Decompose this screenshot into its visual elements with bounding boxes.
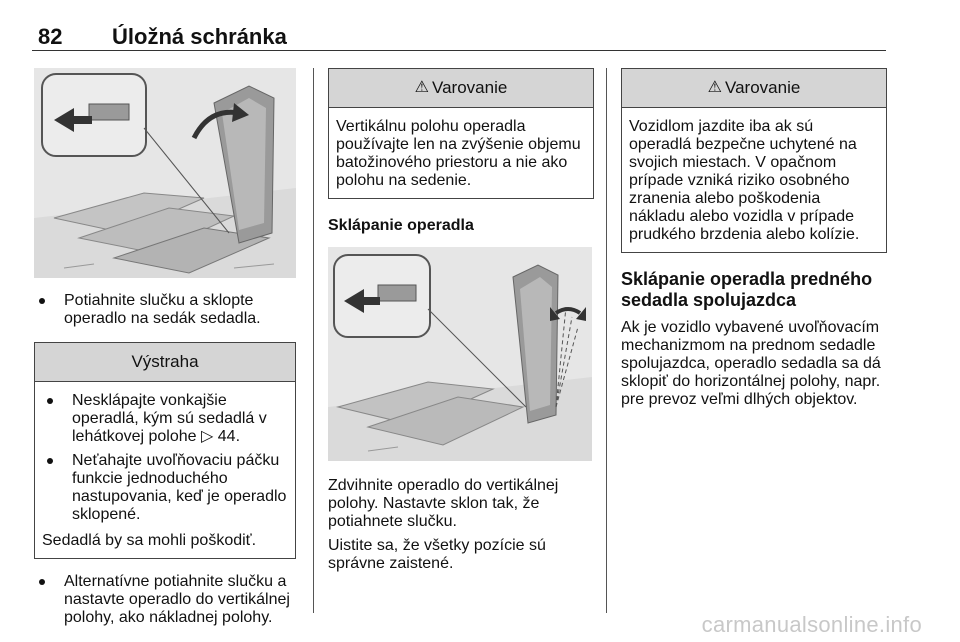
column-divider-1 (313, 68, 314, 613)
warning-text: Vertikálnu polohu operadla používajte len na zvýšenie objemu batožinového priestoru a nie ako polohu na sedenie. (336, 118, 581, 189)
seat-fold-illustration (34, 68, 296, 278)
page-reference: 44. (217, 428, 241, 445)
warning-box (328, 68, 594, 199)
header-divider (32, 50, 886, 51)
warning-box-title (329, 69, 593, 108)
section-subheading: Sklápanie operadla (328, 217, 474, 234)
warning-text: Vozidlom jazdite iba ak sú operadlá bezpečne uchytené na svojich miestach. V opačnom prípade vzniká riziko osobného zranenia alebo poškodenia nákladu alebo vozidla v prípade prudkého brzdenia alebo kolízie. (629, 118, 860, 243)
caution-box-body (35, 382, 295, 558)
paragraph: Ak je vozidlo vybavené uvoľňovacím mechanizmom na prednom sedadle spolujazdca, operadlo sedadla sa dá sklopiť do horizontálnej polohy, napr. pre prevoz veľmi dlhých objektov. (621, 319, 881, 408)
section-heading: Sklápanie operadla predného sedadla spolujazdca (621, 269, 873, 310)
list-item (34, 292, 296, 328)
column-divider-2 (606, 68, 607, 613)
bullet-icon (47, 398, 53, 404)
bullet-icon (39, 579, 45, 585)
bullet-text: Alternatívne potiahnite slučku a nastavte operadlo do vertikálnej polohy, ako nákladnej polohy. (64, 573, 290, 626)
warning-box-body (329, 108, 593, 198)
warning-box (621, 68, 887, 253)
list-item (42, 452, 288, 524)
warning-triangle-icon: ⚠ (707, 79, 723, 96)
arrow-ref-icon: ▷ (201, 428, 214, 445)
caution-footer: Sedadlá by sa mohli poškodiť. (42, 532, 257, 549)
column-2 (328, 68, 594, 573)
list-item (34, 573, 296, 627)
warning-label: Varovanie (725, 78, 801, 97)
bullet-text: Potiahnite slučku a sklopte operadlo na sedák sedadla. (64, 292, 261, 327)
column-3 (621, 68, 887, 409)
list-item (42, 392, 288, 446)
bullet-icon (39, 298, 45, 304)
warning-label: Varovanie (432, 78, 508, 97)
paragraph: Zdvihnite operadlo do vertikálnej polohy. Nastavte sklon tak, že potiahnete slučku. (328, 477, 559, 530)
page-number: 82 (38, 24, 63, 49)
page-title: Úložná schránka (112, 24, 287, 49)
caution-box-title: Výstraha (35, 343, 295, 382)
paragraph: Uistite sa, že všetky pozície sú správne zaistené. (328, 537, 546, 572)
warning-box-title (622, 69, 886, 108)
warning-box-body (622, 108, 886, 252)
seat-raise-illustration (328, 247, 592, 461)
watermark: carmanualsonline.info (701, 612, 922, 637)
warning-triangle-icon: ⚠ (414, 79, 430, 96)
bullet-text: Neťahajte uvoľňovaciu páčku funkcie jednoduchého nastupovania, keď je operadlo sklopené. (72, 452, 287, 523)
bullet-text: Nesklápajte vonkajšie operadlá, kým sú sedadlá v lehátkovej polohe (72, 392, 267, 445)
column-1 (34, 68, 296, 627)
bullet-icon (47, 458, 53, 464)
caution-box (34, 342, 296, 559)
